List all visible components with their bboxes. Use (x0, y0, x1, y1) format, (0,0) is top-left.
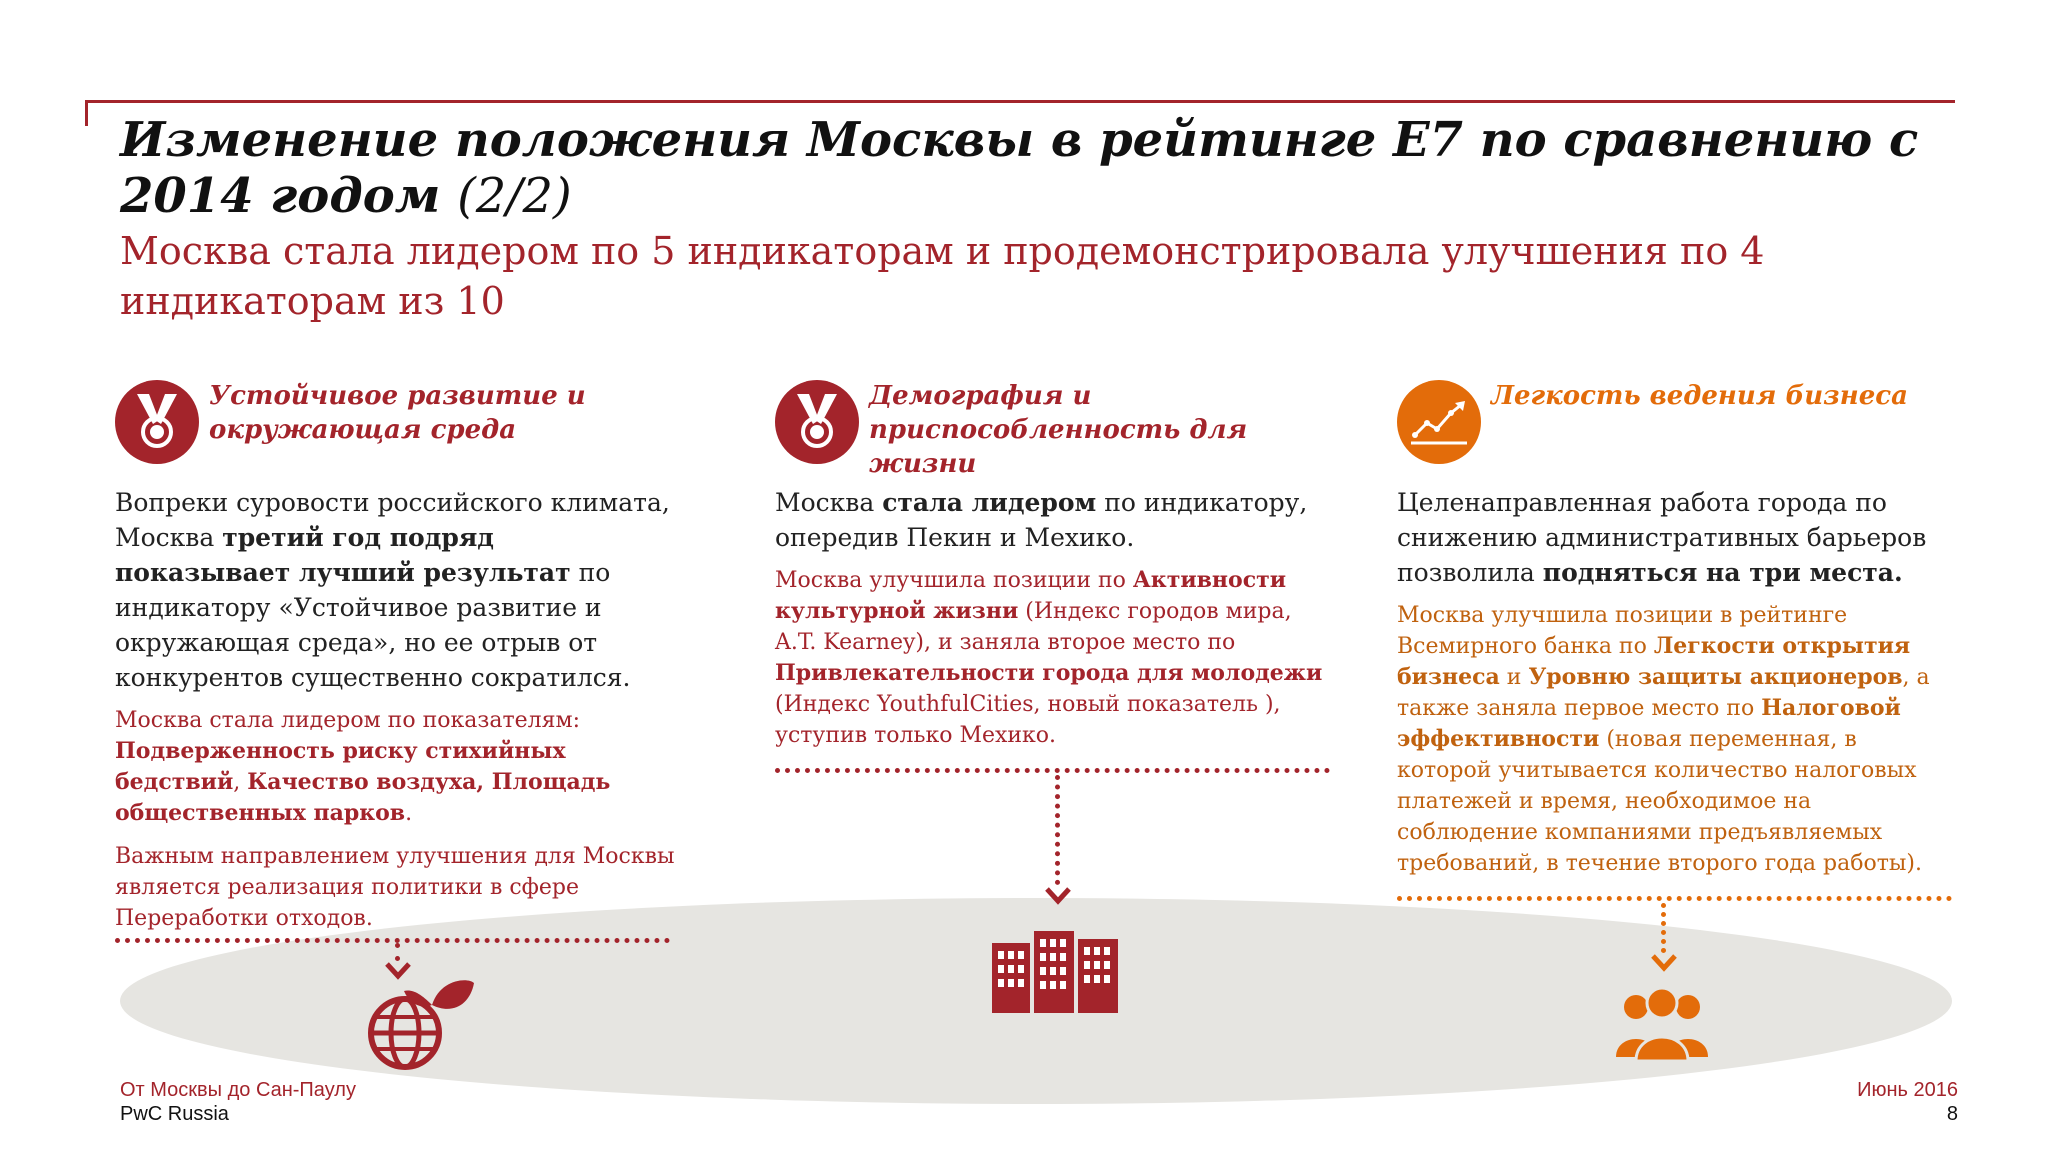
text-run: Целенаправленная работа города по снижению административных барьеров позволила (1397, 488, 1927, 587)
column-main-text (1397, 485, 1957, 590)
text-bold: Подверженность риску стихийных бедствий (115, 738, 566, 795)
slide-subtitle: Москва стала лидером по 5 индикаторам и продемонстрировала улучшения по 4 индикаторам из 10 (120, 229, 1765, 323)
footer-date: Июнь 2016 (1857, 1079, 1958, 1101)
column-main-text (115, 485, 675, 695)
text-run: (Индекс городов мира, A.T. Kearney), и заняла второе место по (775, 599, 1292, 655)
column-demography (775, 375, 1335, 763)
footer-right (1857, 1078, 1958, 1126)
column-business (1397, 375, 1957, 891)
slide-title-main: Изменение положения Москвы в рейтинге E7 по сравнению с 2014 годом (120, 112, 1919, 224)
page-number: 8 (1946, 1103, 1958, 1125)
dotted-connector-right (1661, 903, 1666, 953)
dotted-connector-left (395, 943, 400, 961)
column-title: Легкость ведения бизнеса (1491, 381, 1908, 411)
text-run: (новая переменная, в которой учитывается количество налоговых платежей и время, необходимое на соблюдение компаниями предъявляемых требований, в течение второго года работы). (1397, 727, 1922, 876)
column-title: Устойчивое развитие и окружающая среда (209, 381, 586, 445)
column-note-text (1397, 600, 1957, 879)
people-group-icon (1612, 985, 1712, 1063)
column-title: Демография и приспособленность для жизни (869, 381, 1248, 479)
dotted-divider-middle (775, 768, 1330, 773)
column-sustainability (115, 375, 675, 946)
column-header (115, 375, 675, 485)
growth-chart-icon (1397, 380, 1481, 464)
text-run: Москва улучшила позиции в рейтинге Всемирного банка по (1397, 603, 1848, 659)
text-bold: стала лидером (882, 488, 1097, 517)
footer-company: PwC Russia (120, 1103, 229, 1125)
text-run: Москва стала лидером по показателям: (115, 708, 581, 733)
text-run: , (233, 770, 248, 795)
text-run: Москва (775, 488, 883, 517)
column-header (775, 375, 1335, 485)
text-bold: третий год подряд показывает лучший результат (115, 523, 571, 587)
dotted-divider-left (115, 938, 670, 943)
slide-title-part: (2/2) (457, 168, 572, 224)
text-bold: Уровню защиты акционеров (1528, 664, 1903, 690)
text-run: , а также заняла первое место по (1397, 665, 1930, 721)
footer-left (120, 1078, 356, 1126)
dotted-divider-right (1397, 896, 1952, 901)
footer-report-title: От Москвы до Сан-Паулу (120, 1079, 356, 1101)
medal-icon (115, 380, 199, 464)
buildings-icon (990, 925, 1120, 1013)
text-bold: Активности культурной жизни (775, 567, 1287, 624)
text-bold: Налоговой эффективности (1397, 695, 1901, 752)
text-bold: Привлекательности города для молодежи (775, 660, 1323, 686)
text-run: и (1499, 665, 1529, 690)
text-run: Вопреки суровости российского климата, Москва (115, 488, 670, 552)
column-note2-text: Важным направлением улучшения для Москвы является реализация политики в сфере Переработки отходов. (115, 844, 675, 931)
text-run: (Индекс YouthfulCities, новый показатель ), уступив только Мехико. (775, 692, 1281, 748)
text-bold: Качество воздуха, Площадь общественных парков (115, 769, 611, 826)
top-rule-tick (85, 100, 88, 126)
text-bold: Легкости открытия бизнеса (1397, 633, 1911, 690)
text-run: Москва улучшила позиции по (775, 568, 1133, 593)
text-run: по индикатору, опередив Пекин и Мехико. (775, 488, 1308, 552)
column-header (1397, 375, 1957, 485)
text-run: . (405, 801, 413, 826)
globe-leaf-icon (360, 975, 480, 1075)
chevron-down-icon (1043, 885, 1073, 907)
slide-title (120, 112, 1940, 224)
column-note-text (775, 565, 1335, 751)
text-run: по индикатору «Устойчивое развитие и окружающая среда», но ее отрыв от конкурентов существенно сократился. (115, 558, 631, 692)
column-note-text (115, 705, 675, 829)
top-rule (85, 100, 1955, 103)
chevron-down-icon (1649, 952, 1679, 974)
column-main-text (775, 485, 1335, 555)
dotted-connector-middle (1055, 775, 1060, 885)
text-bold: подняться на три места. (1542, 558, 1903, 587)
medal-icon (775, 380, 859, 464)
